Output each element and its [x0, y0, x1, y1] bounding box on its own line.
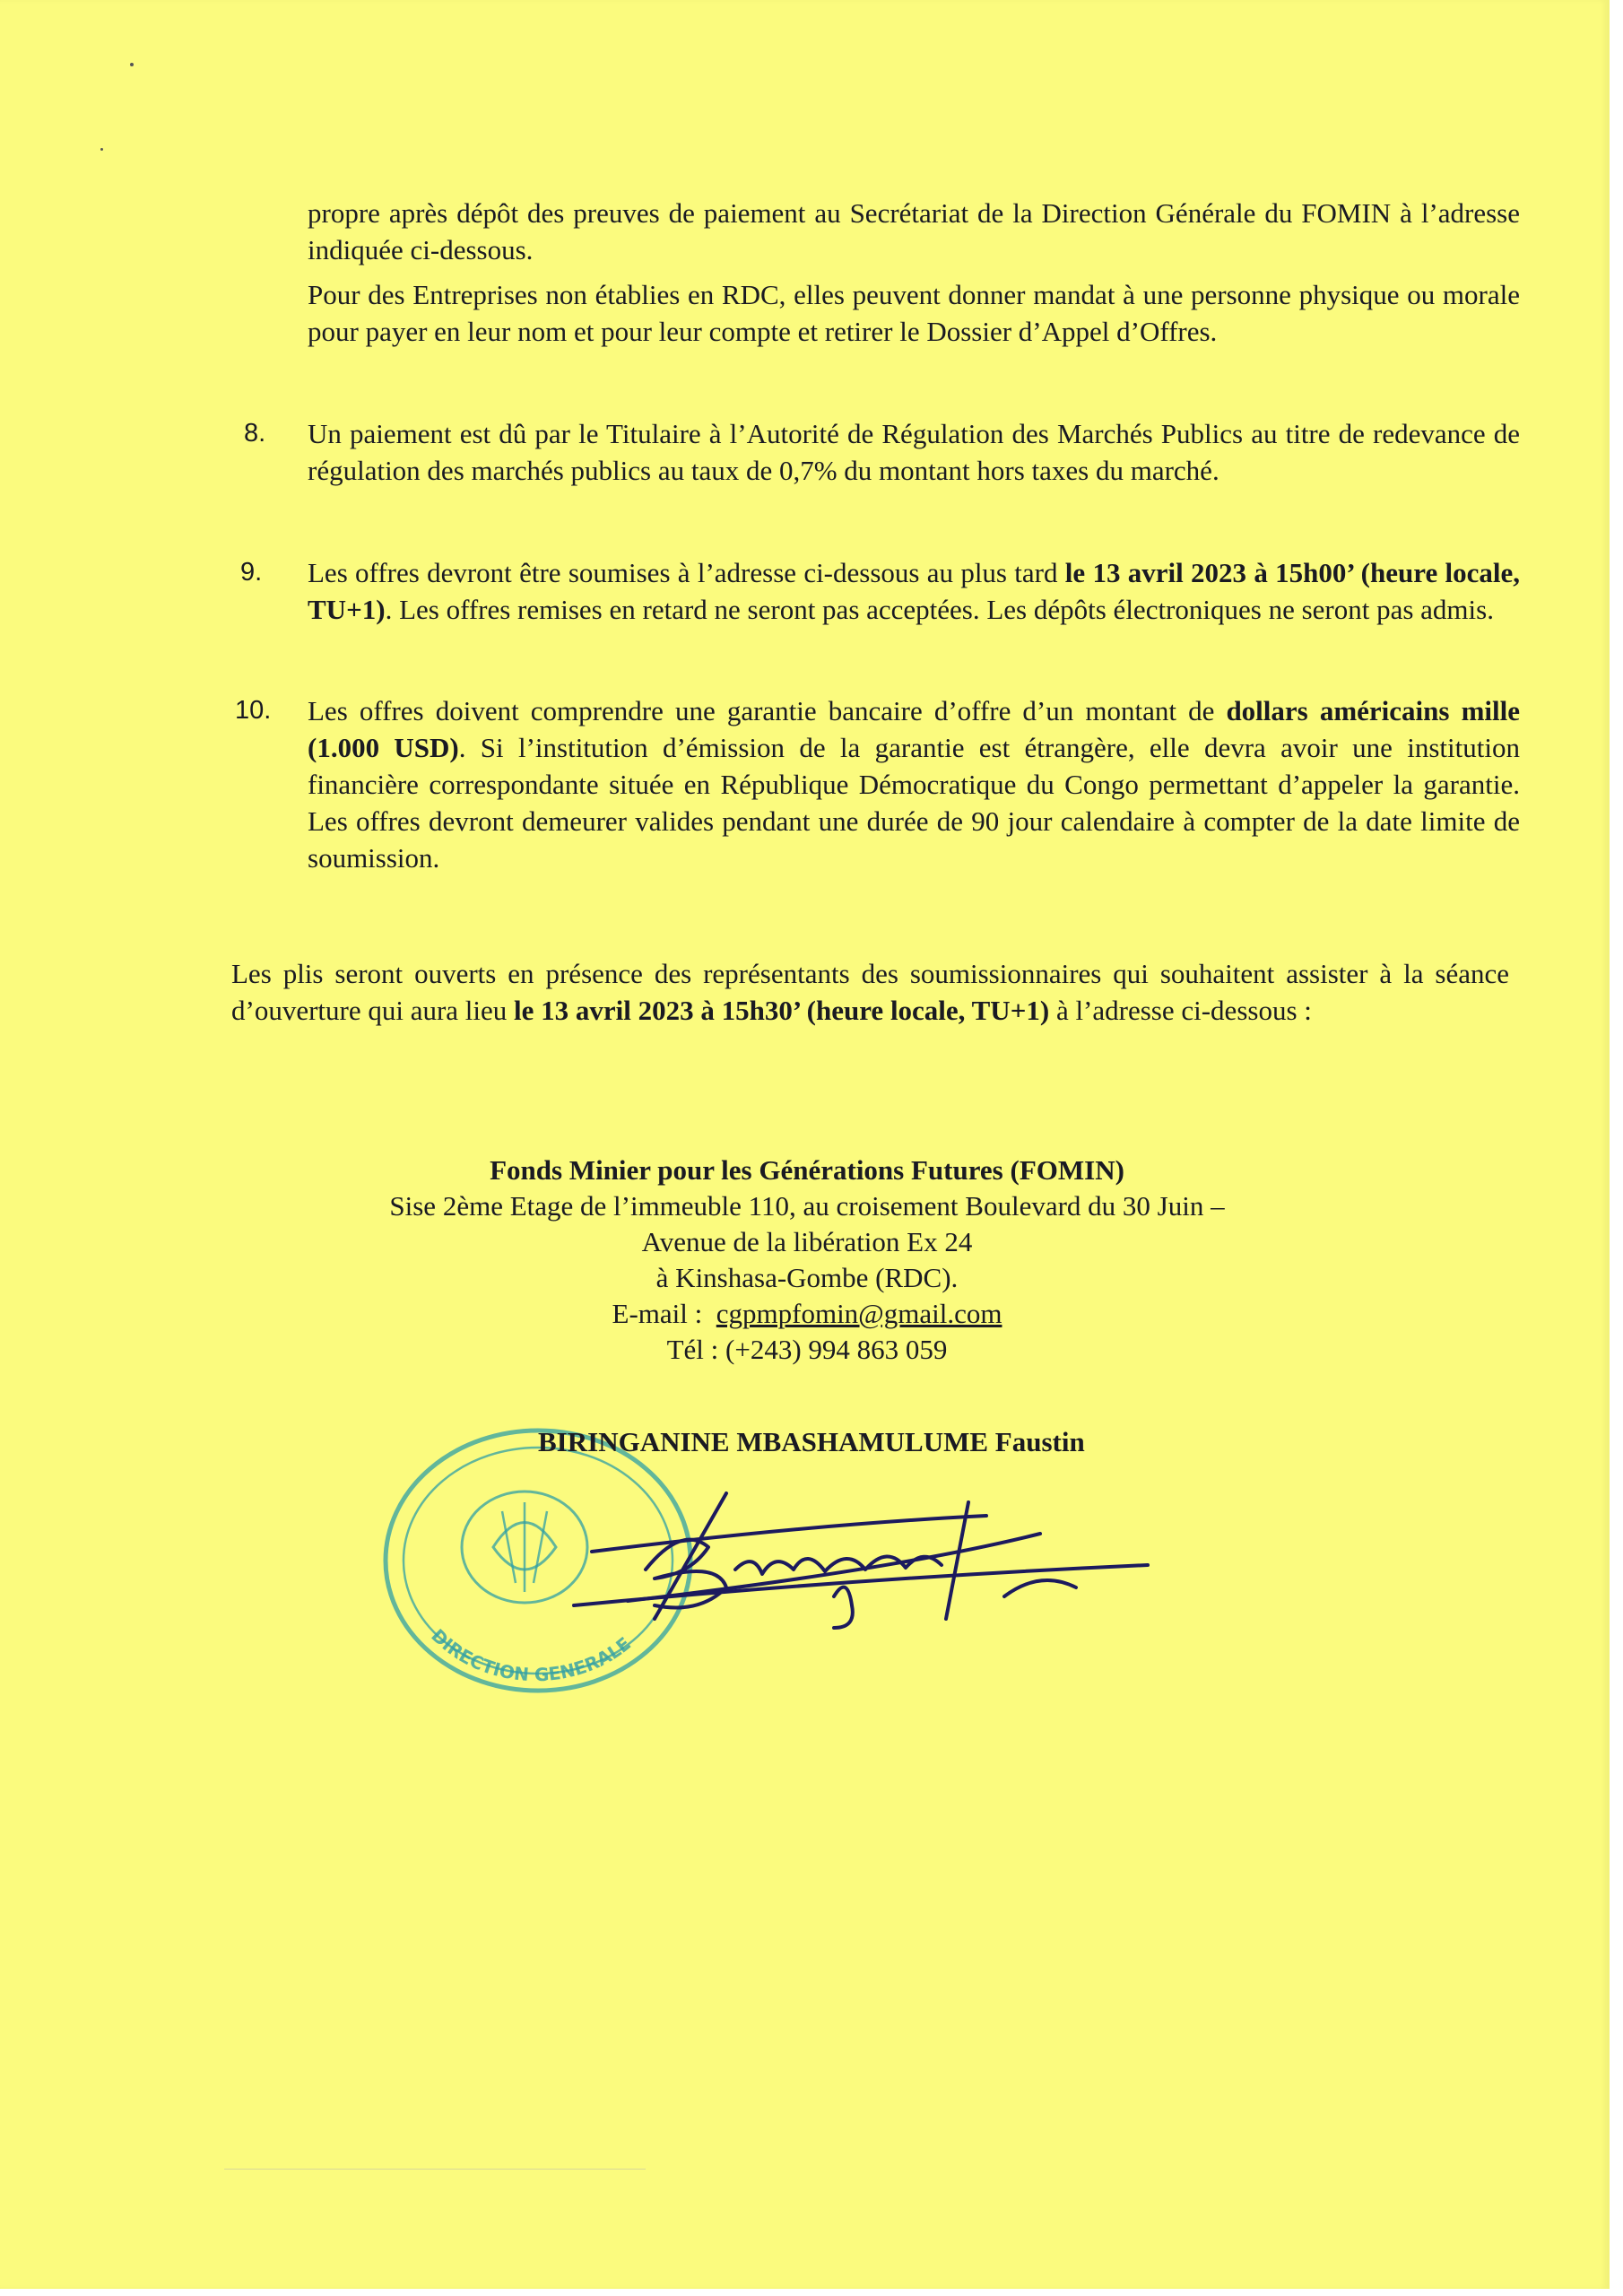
list-item-9: Les offres devront être soumises à l’adresse ci-dessous au plus tard le 13 avril 2023 à 15h00’ (heure locale, TU+1). Les offres remises en retard ne seront pas acceptées. Les dépôts électroniques ne seront pas admis. [308, 557, 1520, 625]
paragraph-foreign-companies: Pour des Entreprises non établies en RDC, elles peuvent donner mandat à une personne physique ou morale pour payer en leur nom et pour leur compte et retirer le Dossier d’Appel d’Offres. [308, 279, 1520, 347]
address-line: Avenue de la libération Ex 24 [641, 1226, 973, 1257]
scan-speck [100, 148, 103, 151]
email-link[interactable]: cgpmpfomin@gmail.com [716, 1298, 1002, 1329]
guarantee-amount: dollars américains mille (1.000 USD) [308, 695, 1520, 763]
scan-speck [130, 63, 134, 66]
address-block [269, 1152, 1345, 1368]
stamp-text: DIRECTION GENERALE [427, 1624, 635, 1686]
signer-name: BIRINGANINE MBASHAMULUME Faustin [538, 1426, 1085, 1457]
list-item-8: Un paiement est dû par le Titulaire à l’Autorité de Régulation des Marchés Publics au titre de redevance de régulation des marchés publics au taux de 0,7% du montant hors taxes du marché. [308, 418, 1520, 486]
opening-date: le 13 avril 2023 à 15h30’ (heure locale, TU+1) [514, 995, 1050, 1026]
list-number: 9. [240, 558, 263, 587]
email-line [269, 1296, 1345, 1332]
list-item-10: Les offres doivent comprendre une garantie bancaire d’offre d’un montant de dollars américains mille (1.000 USD). Si l’institution d’émission de la garantie est étrangère, elle devra avoir une institution financière correspondante située en République Démocratique du Congo permettant d’appeler la garantie. Les offres devront demeurer valides pendant une durée de 90 jour calendaire à compter de la date limite de soumission. [308, 695, 1520, 874]
address-line: Sise 2ème Etage de l’immeuble 110, au croisement Boulevard du 30 Juin – [389, 1190, 1225, 1222]
footer-divider [224, 2169, 646, 2170]
paragraph-opening-session: Les plis seront ouverts en présence des représentants des soumissionnaires qui souhaitent assister à la séance d’ouverture qui aura lieu le 13 avril 2023 à 15h30’ (heure locale, TU+1) à l’adresse ci-dessous : [231, 958, 1509, 1026]
organization-name: Fonds Minier pour les Générations Futures (FOMIN) [490, 1154, 1124, 1186]
deadline-date: le 13 avril 2023 à 15h00’ (heure locale, TU+1) [308, 557, 1520, 625]
list-number: 8. [244, 419, 266, 448]
address-line: à Kinshasa-Gombe (RDC). [655, 1262, 959, 1293]
email-label: E-mail : [612, 1298, 703, 1329]
phone-line: Tél : (+243) 994 863 059 [666, 1334, 948, 1365]
list-number: 10. [235, 696, 272, 725]
handwritten-signature [538, 1462, 1166, 1641]
paragraph-payment-proof: propre après dépôt des preuves de paiement au Secrétariat de la Direction Générale du FOMIN à l’adresse indiquée ci-dessous. [308, 197, 1520, 265]
